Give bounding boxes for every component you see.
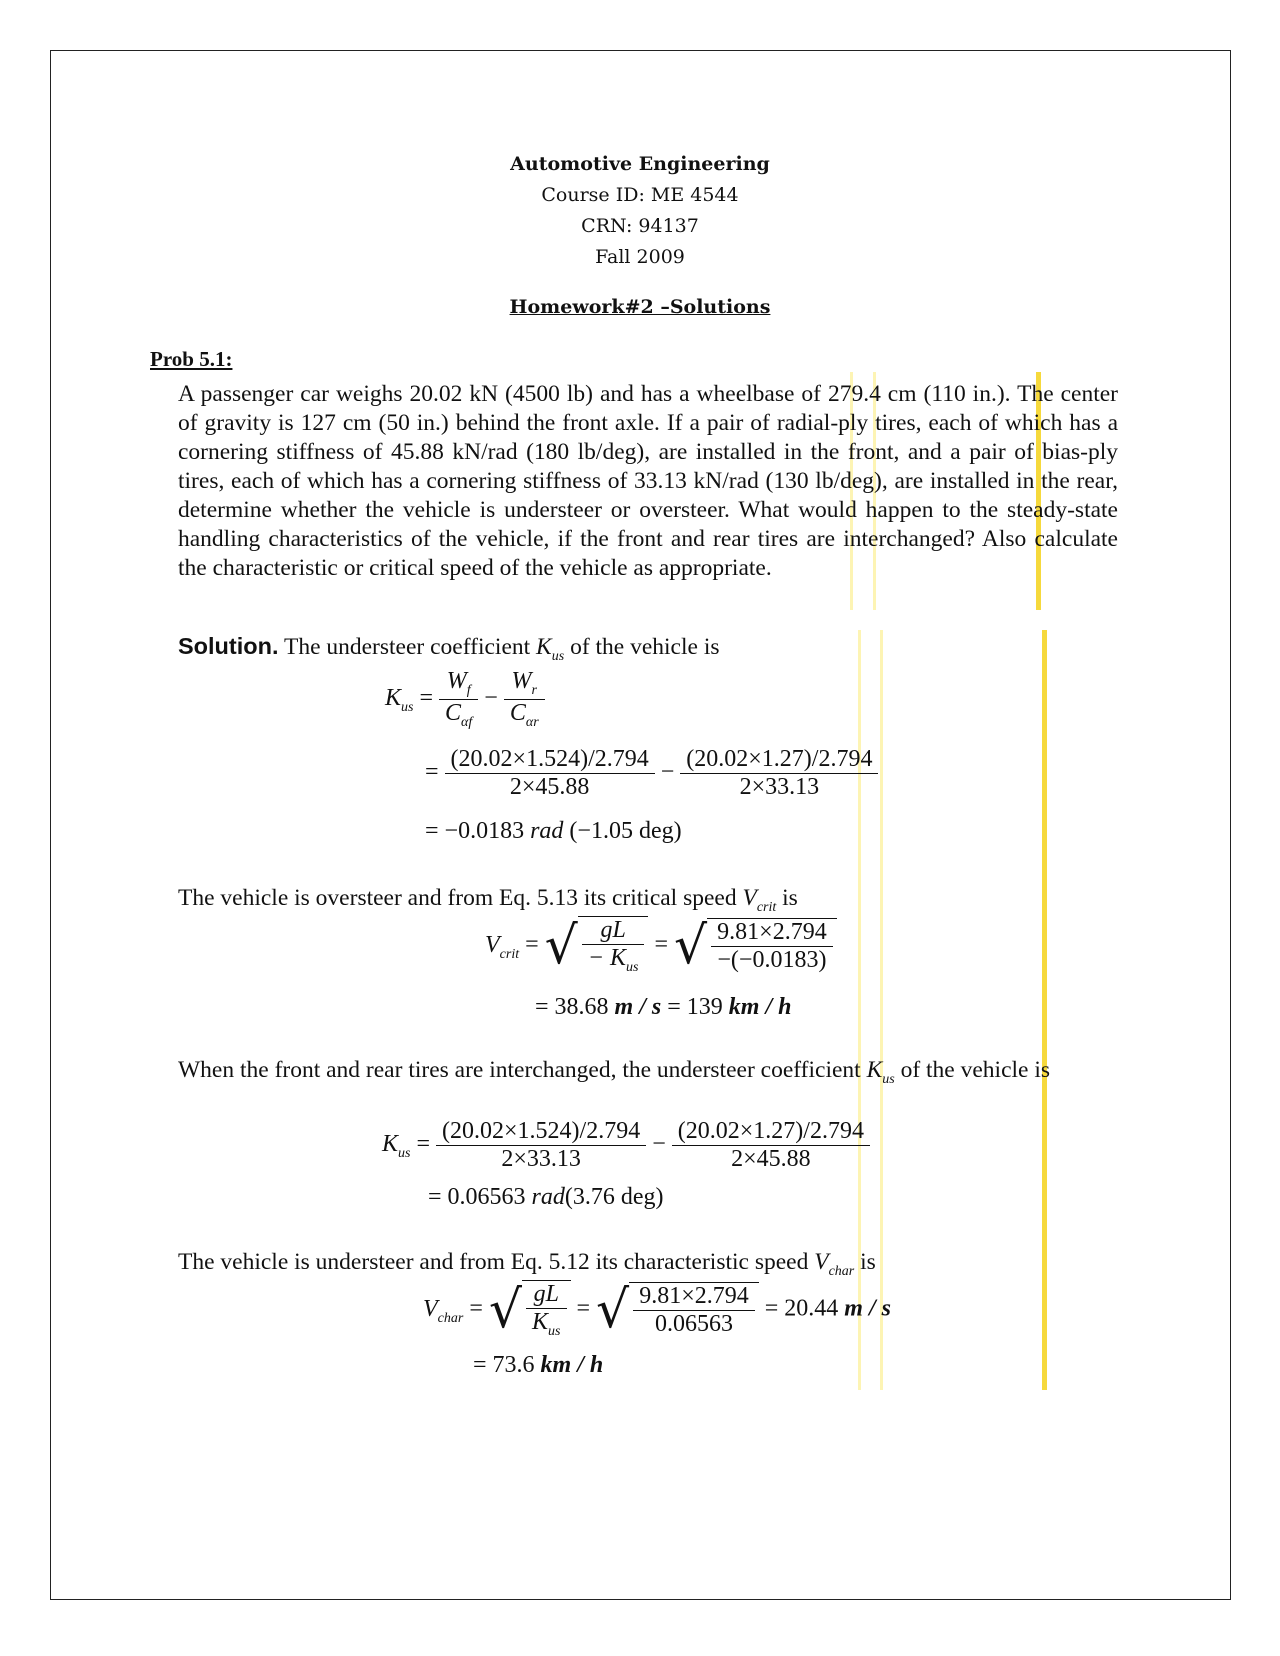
equation-kus-result: = −0.0183 rad (−1.05 deg) [425,818,682,844]
interchange-text: When the front and rear tires are interchanged, the understeer coefficient $K_{us}$ of the vehicle is [178,1057,1051,1087]
crn: CRN: 94137 [581,215,699,237]
solution-intro-text: The understeer coefficient [283,634,531,660]
equation-kus-numeric: = $\frac{(20.02\times 1.524)/2.794}{2\times 45.88}$ − $\frac{(20.02\times 1.27)/2.794}{2\times 33.13}$ [425,746,878,801]
problem-label: Prob 5.1: [150,347,233,371]
problem-statement: A passenger car weighs 20.02 kN (4500 lb) and has a wheelbase of 279.4 cm (110 in.). The center of gravity is 127 cm (50 in.) behind the front axle. If a pair of radial-ply tires, each of which has a cornering stiffness of 45.88 kN/rad (180 lb/deg), are installed in the front, and a pair of bias-ply tires, each of which has a cornering stiffness of 33.13 kN/rad (130 lb/deg), are installed in the rear, determine whether the vehicle is understeer or oversteer. What would happen to the steady-state handling characteristics of the vehicle, if the front and rear tires are interchanged? Also calculate the characteristic or critical speed of the vehicle as appropriate. [178,381,1118,581]
understeer-text: The vehicle is understeer and from Eq. 5.12 its characteristic speed $V_{char}$ is [178,1249,876,1279]
oversteer-text: The vehicle is oversteer and from Eq. 5.13 its critical speed $V_{crit}$ is [178,885,798,915]
homework-title: Homework#2 –Solutions [509,296,771,318]
course-id: Course ID: ME 4544 [541,184,739,206]
equation-vchar: $V_{char}$ = √ $\frac{gL}{K_{us}}$ = √ $\frac{9.81\times 2.794}{0.06563}$ = 20.44 m / s [423,1280,891,1340]
solution-intro [178,632,1128,671]
equation-vchar-result: = 73.6 km / h [473,1352,604,1378]
equation-kus-interchanged: $K_{us}$ = $\frac{(20.02\times 1.524)/2.794}{2\times 33.13}$ − $\frac{(20.02\times 1.27)/2.794}{2\times 45.88}$ [382,1118,870,1173]
equation-vcrit-result: = 38.68 m / s = 139 km / h [535,994,792,1020]
course-title: Automotive Engineering [510,153,770,175]
kus-symbol: $K_{us}$ [536,634,565,664]
solution-label: Solution. [178,633,279,659]
equation-vcrit: $V_{crit}$ = √ $\frac{gL}{- K_{us}}$ = √ $\frac{9.81\times 2.794}{-(-0.0183)}$ [485,916,837,976]
equation-kus-interchanged-result: = 0.06563 rad(3.76 deg) [428,1184,664,1210]
term: Fall 2009 [595,246,685,268]
equation-kus-definition: $K_{us}$ = $\frac{W_f}{C_{\alpha f}}$ − $\frac{W_r}{C_{\alpha r}}$ [385,668,545,731]
document-header [0,149,1280,273]
solution-intro-tail: of the vehicle is [570,634,720,660]
